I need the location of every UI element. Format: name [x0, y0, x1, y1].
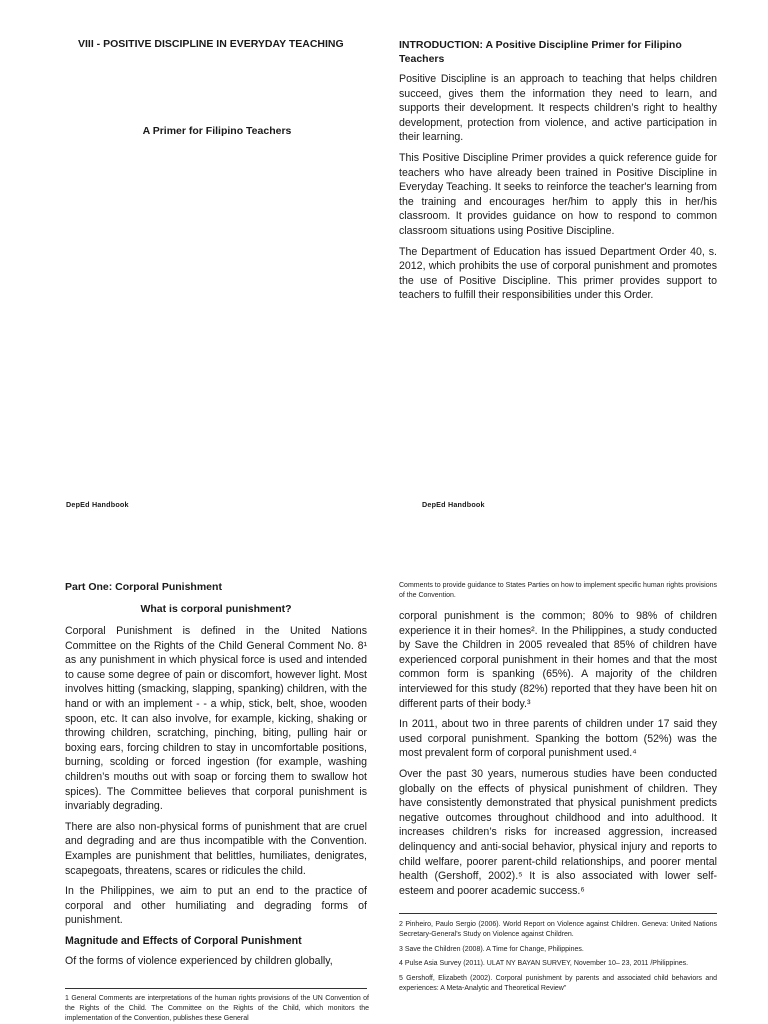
intro-paragraph: The Department of Education has issued Department Order 40, s. 2012, which prohibits the use of corporal punishment and promotes the use of Positive Discipline. This primer provides support to teachers to fulfill their responsibilities under this Order.: [399, 245, 717, 302]
body-paragraph: In 2011, about two in three parents of children under 17 said they used corporal punishment. Spanking the bottom (52%) was the most prevalent form of corporal punishment used.⁴: [399, 718, 717, 760]
page-introduction: [384, 0, 768, 540]
body-paragraph: corporal punishment is the common; 80% to 98% of children experience it in their homes². In the Philippines, a study conducted by Save the Children in 2005 revealed that 85% of children have experienced corporal punishment in their homes and that the most common form is spanking (65%). A majority of the children interviewed for this study (82%) reported that they have been hit on different parts of their body.³: [399, 610, 717, 710]
magnitude-heading: Magnitude and Effects of Corporal Punishment: [65, 934, 302, 947]
introduction-heading: INTRODUCTION: A Positive Discipline Primer for Filipino Teachers: [399, 39, 682, 65]
page-footer: DepEd Handbook: [66, 500, 129, 509]
body-paragraph: In the Philippines, we aim to put an end to the practice of corporal and other humiliating and degrading forms of punishment.: [65, 885, 367, 927]
footnote: 2 Pinheiro, Paulo Sergio (2006). World Report on Violence against Children. Geneva: United Nations Secretary-General's Study on Violence against Children.: [399, 921, 717, 938]
footnote-rule: [399, 913, 717, 914]
body-paragraph: Of the forms of violence experienced by children globally,: [65, 955, 333, 968]
footnote: 3 Save the Children (2008). A Time for Change, Philippines.: [399, 945, 584, 953]
intro-paragraph: Positive Discipline is an approach to teaching that helps children succeed, gives them the information they need to learn, and supports their development. It respects children’s right to healthy development, protection from violence, and active participation in their learning.: [399, 73, 717, 144]
primer-subtitle: A Primer for Filipino Teachers: [142, 125, 292, 137]
introduction-body: [399, 72, 717, 303]
footnote: 4 Pulse Asia Survey (2011). ULAT NY BAYAN SURVEY, November 10– 23, 2011 /Philippines.: [399, 960, 689, 968]
footnote-rule: [65, 988, 367, 989]
question-heading: What is corporal punishment?: [140, 603, 292, 615]
footnote-continued: Comments to provide guidance to States Parties on how to implement specific human rights provisions of the Convention.: [399, 582, 717, 599]
footnote: 5 Gershoff, Elizabeth (2002). Corporal punishment by parents and associated child behaviors and experiences: A Meta-Analytic and Theoretical Review": [399, 975, 717, 992]
page-part-one: [0, 560, 384, 1024]
part-title: Part One: Corporal Punishment: [65, 581, 222, 593]
magnitude-body: [399, 609, 717, 898]
footnote: 1 General Comments are interpretations of the human rights provisions of the UN Convention of the Rights of the Child. The Committee on the Rights of the Child, which monitors the implementation of the Convention, publishes these General: [65, 995, 369, 1022]
body-paragraph: Over the past 30 years, numerous studies have been conducted globally on the effects of physical punishment of children. They have consistently demonstrated that physical punishment predicts negative outcomes throughout childhood and into adulthood. It increases children’s risks for increased aggression, increased delinquency and anti-social behavior, physical injury and reports to child welfare, poorer parent-child relationships, and poorer mental health (Gershoff, 2002).⁵ It is also associated with lower self-esteem and poorer academic success.⁶: [399, 767, 717, 897]
body-paragraph: There are also non-physical forms of punishment that are cruel and degrading and are thus incompatible with the Convention. Examples are punishment that belittles, humiliates, denigrates, scapegoats, threatens, scares or ridicules the child.: [65, 820, 367, 877]
page-magnitude: [384, 560, 768, 1024]
footnotes: [399, 920, 717, 994]
body-paragraph: Corporal Punishment is defined in the United Nations Committee on the Rights of the Child General Comment No. 8¹ as any punishment in which physical force is used and intended to cause some degree of pain or discomfort, however light. Most involves hitting (smacking, slapping, spanking) children, with the hand or with an implement - - a whip, stick, belt, shoe, wooden spoon, etc. It can also involve, for example, kicking, shaking or throwing children, scratching, pinching, biting, pulling hair or boxing ears, forcing children to stay in uncomfortable positions, burning, scolding or forced ingestion (for example, washing children’s mouths out with soap or forcing them to swallow hot spices). The Committee believes that corporal punishment is invariably degrading.: [65, 625, 367, 813]
page-footer: DepEd Handbook: [422, 500, 485, 509]
part-one-body: [65, 624, 367, 969]
page-title-cover: [0, 0, 384, 540]
section-heading: VIII - POSITIVE DISCIPLINE IN EVERYDAY TEACHING: [78, 38, 344, 50]
intro-paragraph: This Positive Discipline Primer provides a quick reference guide for teachers who have already been trained in Positive Discipline in Everyday Teaching. It seeks to reinforce the teacher's learning from the training and encourages her/him to apply this in her/his classroom. It provides guidance on how to respond to common classroom situations using Positive Discipline.: [399, 151, 717, 237]
